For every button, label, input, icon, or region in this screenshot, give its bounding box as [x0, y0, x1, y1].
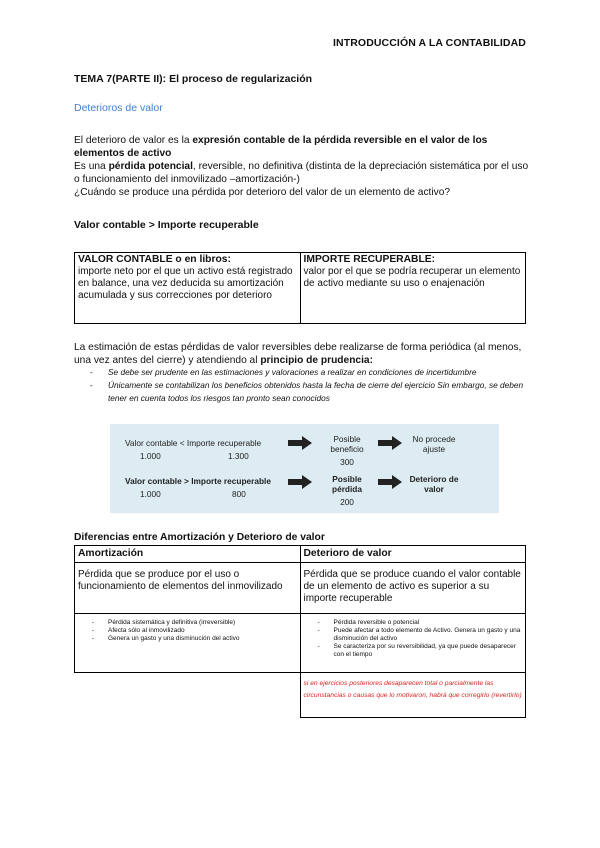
valor-contable-cell: VALOR CONTABLE o en libros: importe neto por el que un activo está registrado en balance, una vez deducida su amortización acumulada y sus correcciones por deterioro	[75, 253, 301, 324]
row1-valor-contable: Valor contable < Importe recuperable	[125, 438, 262, 448]
importe-recuperable-cell: IMPORTE RECUPERABLE: valor por el que se podría recuperar un elemento de activo mediante su uso o enajenación	[300, 253, 526, 324]
amortizacion-bullets-cell	[75, 614, 301, 673]
row1-result: No procede ajuste	[412, 434, 456, 454]
arrow-right-icon	[288, 436, 312, 450]
list-item: - Se caracteriza por su reversibilidad, ya que puede desaparecer con el tiempo	[317, 643, 516, 658]
row1-value-2: 1.300	[228, 451, 249, 461]
prudence-paragraph: La estimación de estas pérdidas de valor reversibles debe realizarse de forma periódica (al menos, una vez antes del cierre) y atendiendo al principio de prudencia:	[74, 342, 522, 366]
row2-valor-contable: Valor contable > Importe recuperable	[125, 476, 271, 486]
list-item: - Únicamente se contabilizan los beneficios obtenidos hasta la fecha de cierre del ejercicio Sin embargo, se deben tener en cuenta todos los riesgos tan pronto sean conocidos	[90, 380, 524, 403]
list-item: - Pérdida reversible o potencial	[317, 619, 420, 626]
list-item: - Pérdida sistemática y definitiva (irreversible)	[92, 619, 236, 626]
deterioro-header: Deterioro de valor	[300, 546, 526, 563]
row2-result: Deterioro de valor	[409, 474, 459, 494]
differences-table	[74, 545, 526, 718]
definition-line: El deterioro de valor es la expresión contable de la pérdida reversible en el valor de los elementos de activo	[74, 135, 488, 159]
differences-subheading: Diferencias entre Amortización y Deterioro de valor	[74, 532, 325, 543]
reversal-note: si en ejercicios posteriores desaparecen total o parcialmente las circunstancias o causas que lo motivaron, habrá que corregirlo (revertirlo)	[300, 673, 526, 718]
list-item: - Puede afectar a todo elemento de Activo. Genera un gasto y una disminución del activo	[317, 627, 521, 642]
row1-beneficio-value: 300	[340, 457, 354, 467]
row1-value-1: 1.000	[140, 451, 161, 461]
arrow-right-icon	[288, 475, 312, 489]
comparison-subheading: Valor contable > Importe recuperable	[74, 219, 259, 231]
prudence-bullet-list	[90, 366, 530, 405]
page-title: TEMA 7(PARTE II): El proceso de regularización	[74, 73, 313, 85]
list-item: - Se debe ser prudente en las estimaciones y valoraciones a realizar en condiciones de incertidumbre	[90, 367, 477, 377]
amortizacion-bullet-list	[78, 619, 297, 643]
row2-perdida-value: 200	[340, 497, 354, 507]
row2-value-2: 800	[232, 489, 246, 499]
empty-cell	[75, 673, 301, 718]
deterioro-definition: Pérdida que se produce cuando el valor contable de un elemento de activo es superior a su importe recuperable	[300, 563, 526, 614]
deterioro-bullet-list	[304, 619, 523, 659]
arrow-right-icon	[378, 475, 402, 489]
course-header: INTRODUCCIÓN A LA CONTABILIDAD	[333, 37, 526, 49]
section-heading: Deterioros de valor	[74, 102, 163, 114]
deterioro-bullets-cell	[300, 614, 526, 673]
row2-posible-perdida: Posible pérdida	[332, 474, 362, 494]
arrow-right-icon	[378, 436, 402, 450]
row2-value-1: 1.000	[140, 489, 161, 499]
amortizacion-header: Amortización	[75, 546, 301, 563]
list-item: - Genera un gasto y una disminución del activo	[92, 635, 240, 642]
potential-loss-line: Es una pérdida potencial, reversible, no definitiva (distinta de la depreciación sistemática por el uso o funcionamiento del inmovilizado –amortización-)	[74, 161, 529, 185]
amortizacion-definition: Pérdida que se produce por el uso o funcionamiento de elementos del inmovilizado	[75, 563, 301, 614]
impairment-diagram	[110, 424, 499, 513]
definitions-table	[74, 252, 526, 324]
list-item: - Afecta sólo al inmovilizado	[92, 627, 185, 634]
row1-posible-beneficio: Posible beneficio	[330, 434, 364, 454]
intro-paragraph	[74, 134, 532, 199]
question-line: ¿Cuándo se produce una pérdida por deterioro del valor de un elemento de activo?	[74, 187, 451, 198]
